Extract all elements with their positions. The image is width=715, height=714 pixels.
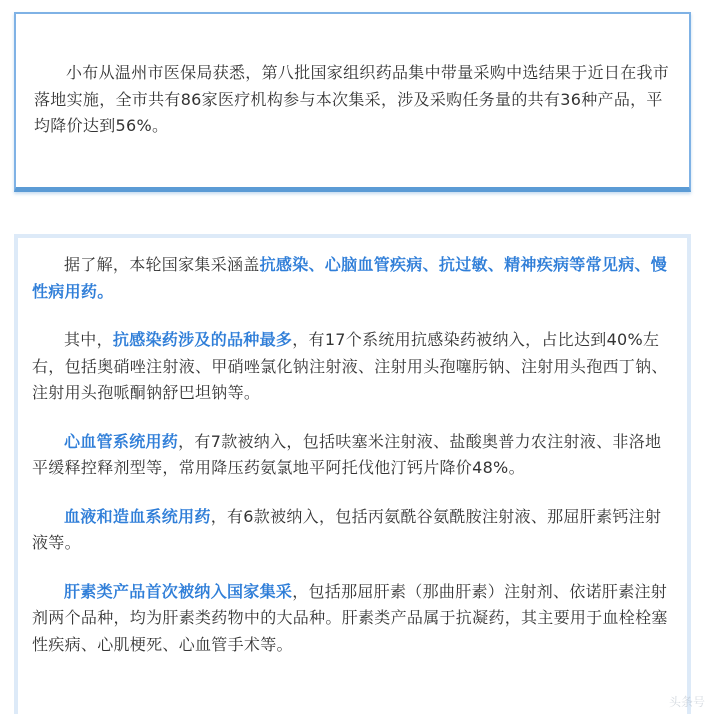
highlight-heparin: 肝素类产品首次被纳入国家集采 [64,581,293,601]
paragraph-blood [32,504,673,557]
highlight-blood: 血液和造血系统用药 [64,506,211,526]
paragraph-blood-text: ，有6款被纳入，包括丙氨酰谷氨酰胺注射液、那屈肝素钙注射液等。 [32,506,662,552]
highlight-cardiovascular: 心血管系统用药 [64,431,179,451]
paragraph-cardiovascular [32,429,673,482]
details-box [14,234,691,714]
highlight-drug-categories: 抗感染、心脑血管疾病、抗过敏、精神疾病等常见病、慢性病用药。 [32,255,668,301]
paragraph-heparin [32,579,673,659]
paragraph-anti-infection-text: ，有17个系统用抗感染药被纳入，占比达到40%左右，包括奥硝唑注射液、甲硝唑氯化钠注射液、注射用头孢噻肟钠、注射用头孢西丁钠、注射用头孢哌酮钠舒巴坦钠等。 [32,330,668,402]
paragraph-coverage-text: 据了解，本轮国家集采涵盖 [64,255,260,274]
paragraph-anti-infection [32,327,673,407]
paragraph-coverage [32,252,673,305]
intro-paragraph: 小布从温州市医保局获悉，第八批国家组织药品集中带量采购中选结果于近日在我市落地实施，全市共有86家医疗机构参与本次集采，涉及采购任务量的共有36种产品，平均降价达到56%。 [34,63,670,135]
paragraph-cardiovascular-text: ，有7款被纳入，包括呋塞米注射液、盐酸奥普力农注射液、非洛地平缓释控释剂型等，常用降压药氨氯地平阿托伐他汀钙片降价48%。 [32,431,662,477]
paragraph-heparin-text: ，包括那屈肝素（那曲肝素）注射剂、依诺肝素注射剂两个品种，均为肝素类药物中的大品种。肝素类产品属于抗凝药，其主要用于血栓栓塞性疾病、心肌梗死、心血管手术等。 [32,581,668,654]
highlight-anti-infection: 抗感染药涉及的品种最多 [112,330,293,349]
paragraph-anti-infection-lead: 其中， [64,330,113,349]
watermark: 头条号 [668,695,705,709]
intro-box [14,12,691,192]
details-content [32,252,673,680]
